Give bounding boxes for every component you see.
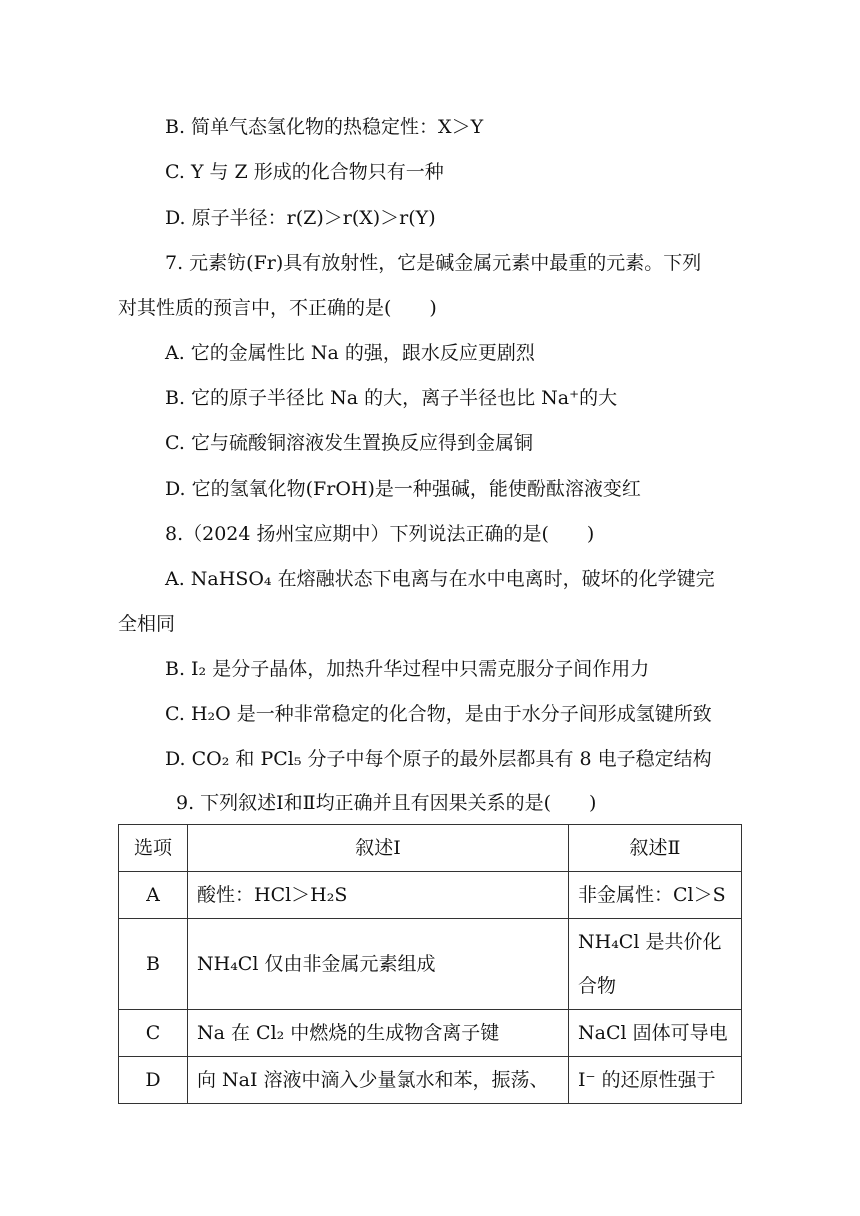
question-9-table: [118, 824, 742, 1104]
row-option: A: [119, 872, 188, 919]
table-row: [119, 919, 742, 1010]
table-row: [119, 1057, 742, 1104]
row-statement-2: NH₄Cl 是共价化合物: [569, 919, 742, 1010]
table-header-row: [119, 825, 742, 872]
question-8-stem: 8.（2024 扬州宝应期中）下列说法正确的是( ): [165, 523, 595, 545]
table-row: [119, 872, 742, 919]
row-statement-2: I⁻ 的还原性强于: [569, 1057, 742, 1104]
row-option: D: [119, 1057, 188, 1104]
line-8a-cont: 全相同: [118, 613, 176, 635]
question-9-stem: 9. 下列叙述Ⅰ和Ⅱ均正确并且有因果关系的是( ): [176, 792, 597, 814]
row-statement-2: 非金属性：Cl＞S: [569, 872, 742, 919]
row-option: B: [119, 919, 188, 1010]
line-6b: B. 简单气态氢化物的热稳定性：X＞Y: [165, 116, 484, 138]
question-7-stem-cont: 对其性质的预言中，不正确的是( ): [118, 297, 437, 319]
line-7a: A. 它的金属性比 Na 的强，跟水反应更剧烈: [165, 342, 535, 364]
line-7b: B. 它的原子半径比 Na 的大，离子半径也比 Na⁺的大: [165, 387, 618, 409]
line-8b: B. I₂ 是分子晶体，加热升华过程中只需克服分子间作用力: [165, 658, 650, 680]
line-8a: A. NaHSO₄ 在熔融状态下电离与在水中电离时，破坏的化学键完: [165, 568, 715, 590]
line-7d: D. 它的氢氧化物(FrOH)是一种强碱，能使酚酞溶液变红: [165, 478, 641, 500]
header-option: 选项: [119, 825, 188, 872]
row-statement-1: 向 NaI 溶液中滴入少量氯水和苯，振荡、: [188, 1057, 569, 1104]
row-statement-1: 酸性：HCl＞H₂S: [188, 872, 569, 919]
line-6d: D. 原子半径：r(Z)＞r(X)＞r(Y): [165, 207, 436, 229]
table-row: [119, 1010, 742, 1057]
line-8c: C. H₂O 是一种非常稳定的化合物，是由于水分子间形成氢键所致: [165, 703, 712, 725]
line-8d: D. CO₂ 和 PCl₅ 分子中每个原子的最外层都具有 8 电子稳定结构: [165, 748, 712, 770]
header-statement-2: 叙述Ⅱ: [569, 825, 742, 872]
line-6c: C. Y 与 Z 形成的化合物只有一种: [165, 161, 444, 183]
row-statement-2: NaCl 固体可导电: [569, 1010, 742, 1057]
row-option: C: [119, 1010, 188, 1057]
row-statement-1: Na 在 Cl₂ 中燃烧的生成物含离子键: [188, 1010, 569, 1057]
question-7-stem: 7. 元素钫(Fr)具有放射性，它是碱金属元素中最重的元素。下列: [165, 252, 702, 274]
line-7c: C. 它与硫酸铜溶液发生置换反应得到金属铜: [165, 432, 533, 454]
header-statement-1: 叙述Ⅰ: [188, 825, 569, 872]
row-statement-1: NH₄Cl 仅由非金属元素组成: [188, 919, 569, 1010]
